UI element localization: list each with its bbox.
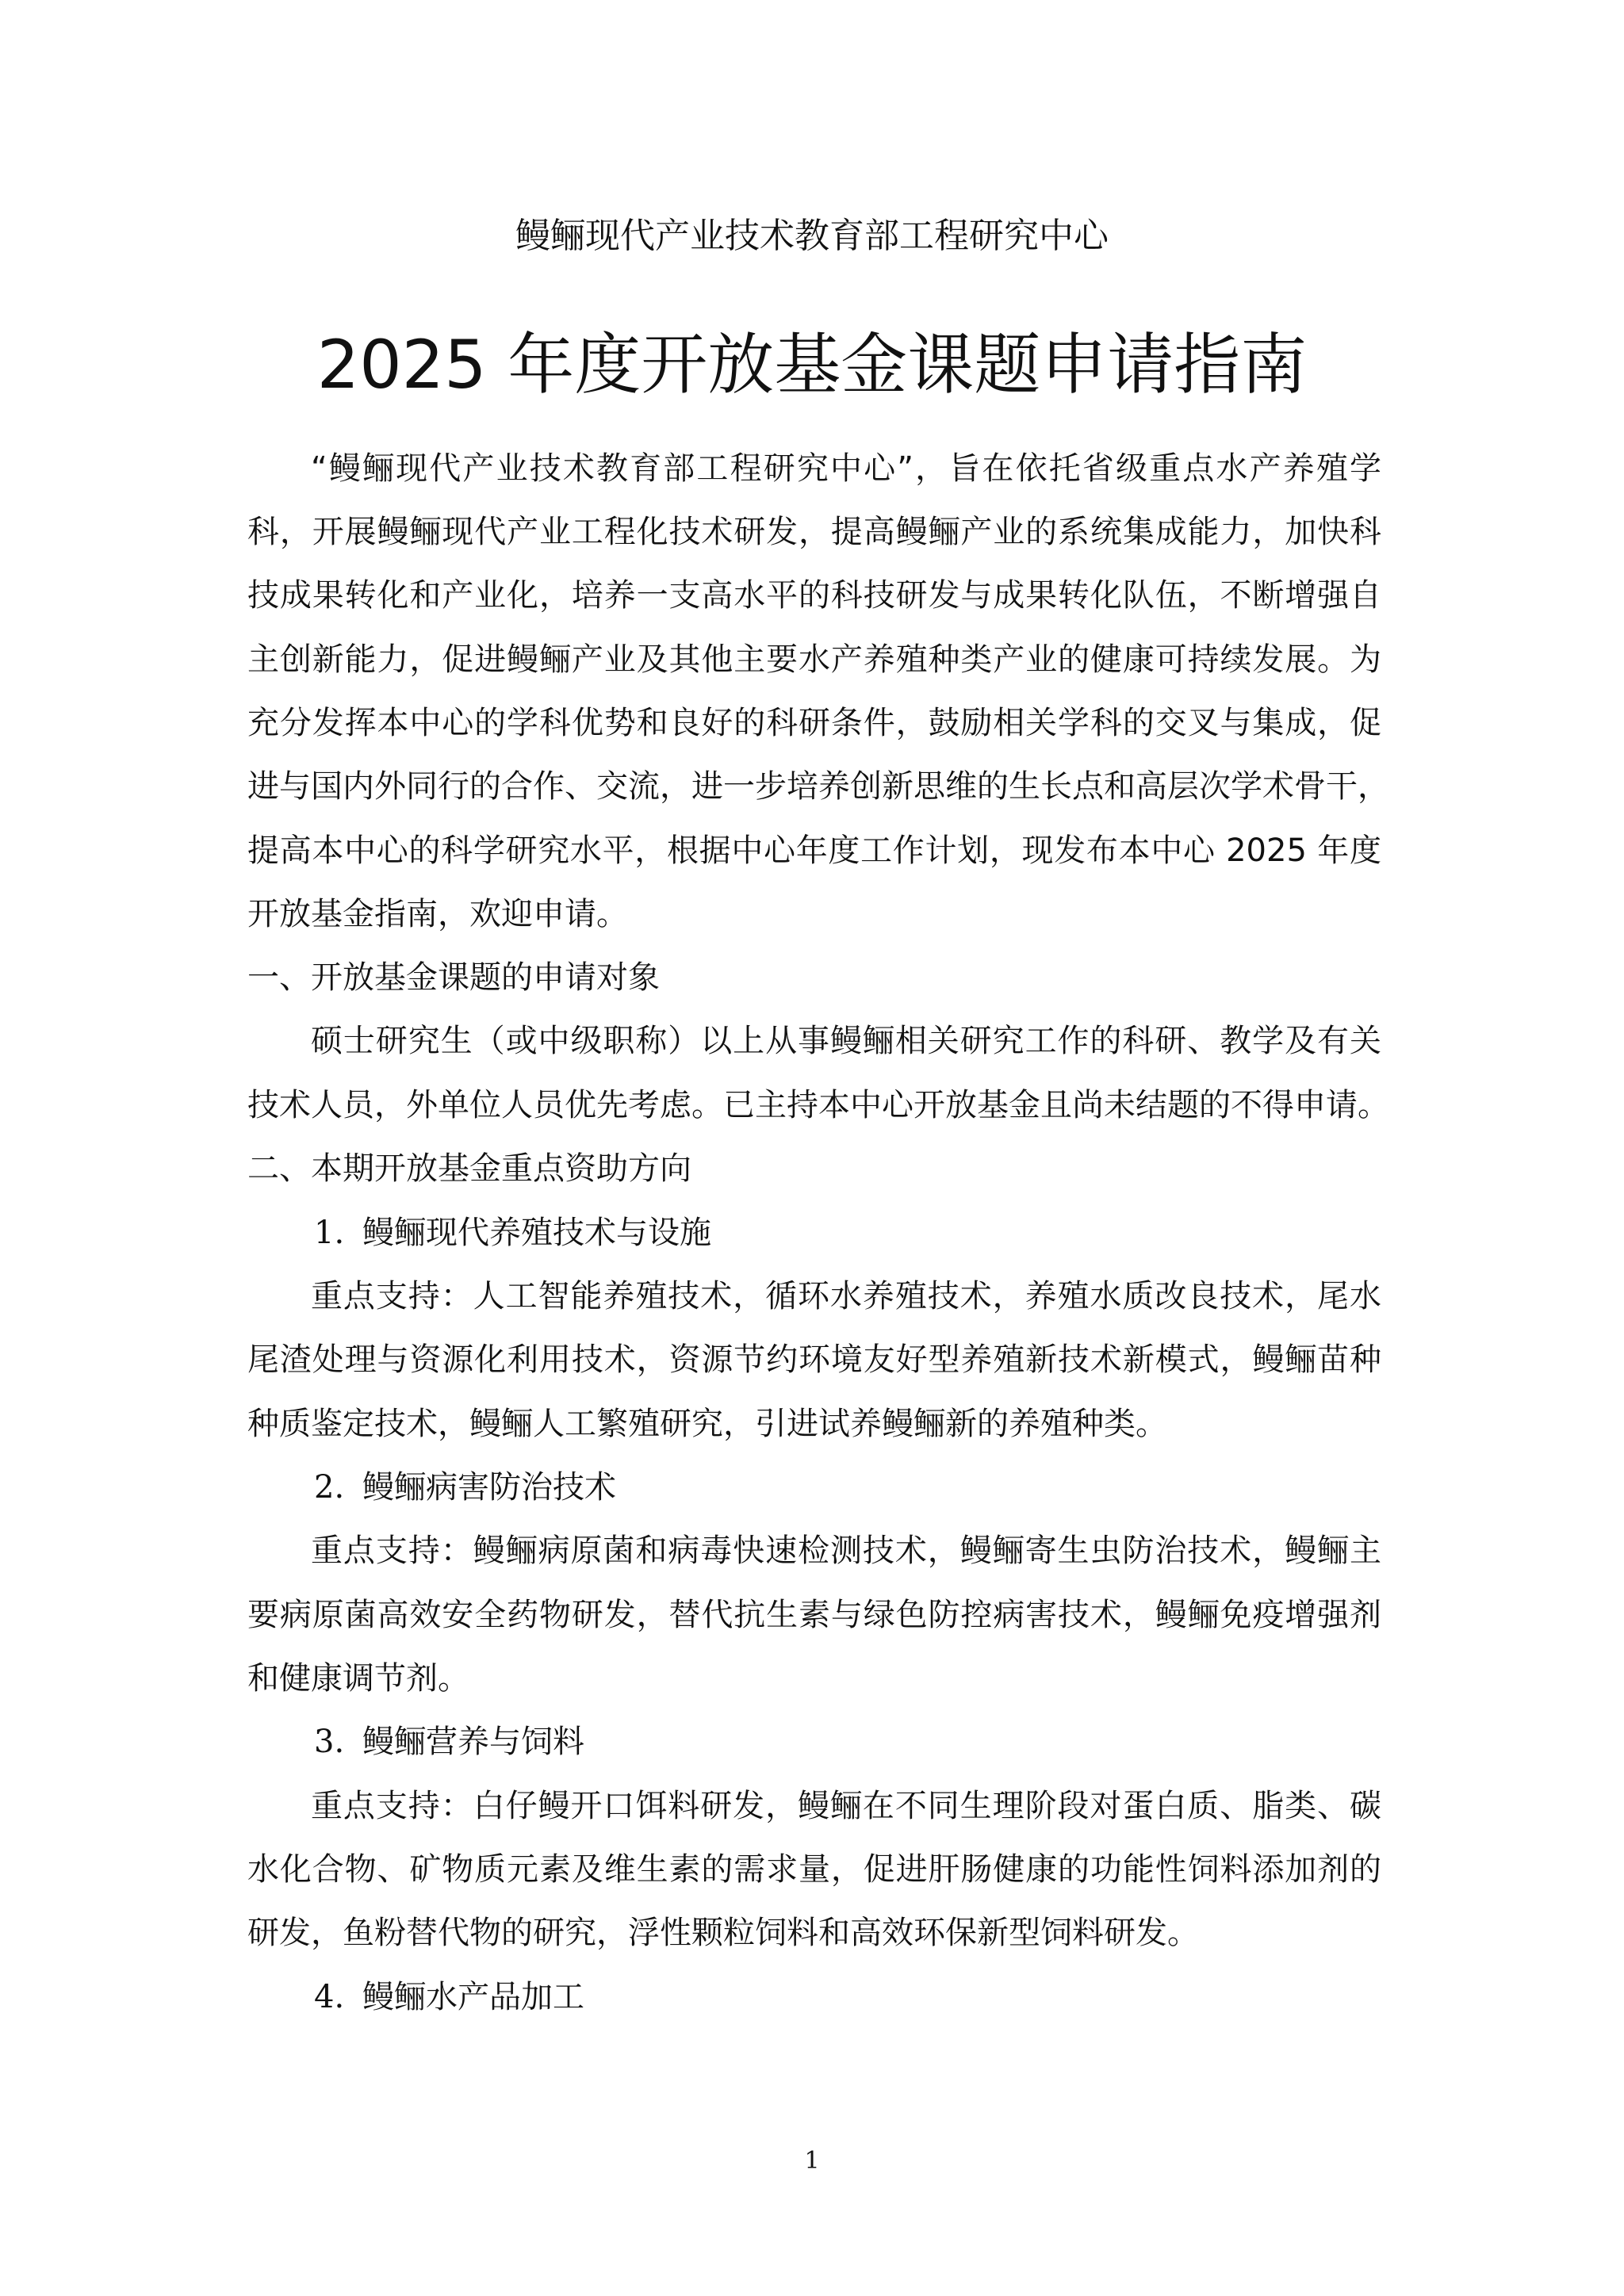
item-number: 3. <box>314 1724 345 1760</box>
section-heading: 一、开放基金课题的申请对象 <box>247 959 660 996</box>
item-label: 鳗鲡病害防治技术 <box>362 1469 616 1506</box>
item-line: 水化合物、矿物质元素及维生素的需求量，促进肝肠健康的功能性饲料添加剂的 <box>247 1851 1381 1888</box>
section-heading: 二、本期开放基金重点资助方向 <box>247 1150 691 1187</box>
item-line: 和健康调节剂。 <box>247 1660 469 1697</box>
item-label: 鳗鲡现代养殖技术与设施 <box>362 1215 711 1251</box>
page-number: 1 <box>804 2147 820 2175</box>
intro-line: 充分发挥本中心的学科优势和良好的科研条件，鼓励相关学科的交叉与集成，促 <box>247 705 1381 741</box>
item-line: 重点支持：鳗鲡病原菌和病毒快速检测技术，鳗鲡寄生虫防治技术，鳗鲡主 <box>311 1533 1381 1569</box>
item-line: 研发，鱼粉替代物的研究，浮性颗粒饲料和高效环保新型饲料研发。 <box>247 1915 1199 1951</box>
item-number: 2. <box>314 1469 345 1506</box>
item-number: 1. <box>314 1215 345 1251</box>
item-line: 重点支持：人工智能养殖技术，循环水养殖技术，养殖水质改良技术，尾水 <box>311 1278 1381 1314</box>
intro-line: 技成果转化和产业化，培养一支高水平的科技研发与成果转化队伍，不断增强自 <box>247 577 1381 614</box>
intro-line: 提高本中心的科学研究水平，根据中心年度工作计划，现发布本中心 2025 年度 <box>247 832 1381 869</box>
section-line: 技术人员，外单位人员优先考虑。已主持本中心开放基金且尚未结题的不得申请。 <box>247 1087 1389 1123</box>
intro-line: 主创新能力，促进鳗鲡产业及其他主要水产养殖种类产业的健康可持续发展。为 <box>247 641 1381 678</box>
intro-line: 科，开展鳗鲡现代产业工程化技术研发，提高鳗鲡产业的系统集成能力，加快科 <box>247 514 1381 550</box>
section-line: 硕士研究生（或中级职称）以上从事鳗鲡相关研究工作的科研、教学及有关 <box>311 1023 1381 1059</box>
document-title: 2025 年度开放基金课题申请指南 <box>316 326 1308 404</box>
item-line: 尾渣处理与资源化利用技术，资源节约环境友好型养殖新技术新模式，鳗鲡苗种 <box>247 1341 1381 1378</box>
item-label: 鳗鲡水产品加工 <box>362 1979 584 2015</box>
intro-line: “鳗鲡现代产业技术教育部工程研究中心”，旨在依托省级重点水产养殖学 <box>311 450 1381 487</box>
item-line: 重点支持：白仔鳗开口饵料研发，鳗鲡在不同生理阶段对蛋白质、脂类、碳 <box>311 1788 1381 1824</box>
item-label: 鳗鲡营养与饲料 <box>362 1724 584 1760</box>
intro-line: 进与国内外同行的合作、交流，进一步培养创新思维的生长点和高层次学术骨干， <box>247 768 1389 805</box>
document-subtitle: 鳗鲡现代产业技术教育部工程研究中心 <box>515 216 1109 256</box>
item-number: 4. <box>314 1979 345 2015</box>
item-line: 种质鉴定技术，鳗鲡人工繁殖研究，引进试养鳗鲡新的养殖种类。 <box>247 1406 1167 1442</box>
item-line: 要病原菌高效安全药物研发，替代抗生素与绿色防控病害技术，鳗鲡免疫增强剂 <box>247 1597 1381 1633</box>
intro-line: 开放基金指南，欢迎申请。 <box>247 896 628 932</box>
